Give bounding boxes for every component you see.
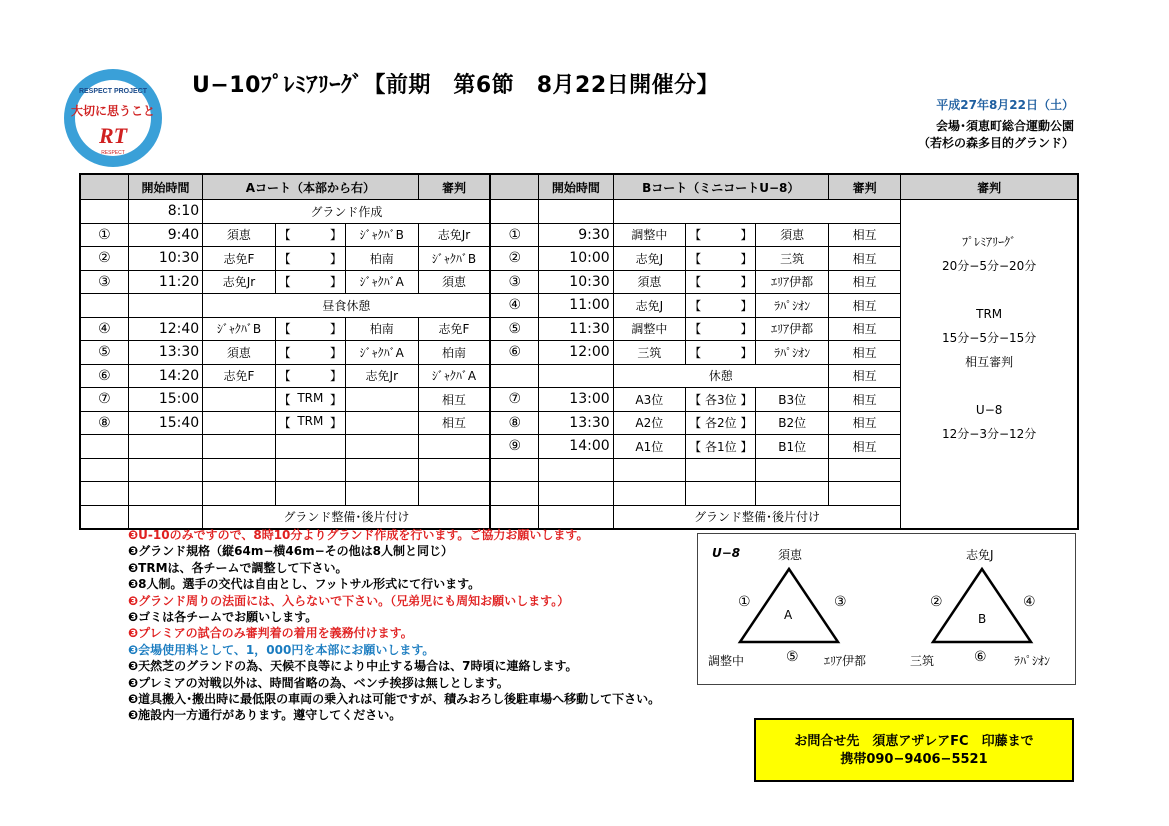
- b-team-1: A2位: [613, 411, 685, 435]
- b-match-no: [490, 505, 538, 529]
- a-match-no: [80, 200, 128, 224]
- a-team-1: [203, 388, 275, 412]
- b-match-no: ②: [490, 247, 538, 271]
- group-a-top-team: 須恵: [778, 548, 803, 562]
- a-span-label: 昼食休憩: [203, 294, 491, 318]
- b-referee: 相互: [828, 294, 900, 318]
- a-score: 【 TRM 】: [275, 388, 345, 412]
- format-note-line: U−8: [975, 403, 1003, 417]
- a-match-no: ④: [80, 317, 128, 341]
- a-team-2: ｼﾞｬｸﾊﾞB: [346, 223, 418, 247]
- b-score: 【 各2位 】: [686, 411, 756, 435]
- format-note-line: 15分−5分−15分: [942, 331, 1037, 345]
- header-blank-b: [490, 174, 538, 200]
- b-team-2: ﾗﾊﾟｼｵﾝ: [756, 341, 828, 365]
- page-title: U−10ﾌﾟﾚﾐｱﾘｰｸﾞ【前期 第6節 8月22日開催分】: [192, 73, 720, 98]
- note-item: ❸天然芝のグランドの為、天候不良等により中止する場合は、7時頃に連絡します。: [128, 659, 578, 674]
- b-match-no: [490, 458, 538, 482]
- a-start-time: [128, 294, 202, 318]
- a-referee: [418, 458, 490, 482]
- b-start-time: 10:00: [539, 247, 613, 271]
- a-referee: [418, 482, 490, 506]
- a-start-time: 15:40: [128, 411, 202, 435]
- a-score: 【 】: [275, 270, 345, 294]
- b-match-no: ①: [490, 223, 538, 247]
- b-match-no: [490, 364, 538, 388]
- b-score: 【 】: [686, 247, 756, 271]
- b-span-label: [613, 200, 901, 224]
- a-team-2: 志免Jr: [346, 364, 418, 388]
- table-row: [80, 200, 1078, 224]
- b-referee: 相互: [828, 247, 900, 271]
- b-match-no: [490, 482, 538, 506]
- note-item: ❸施設内一方通行があります。遵守してください。: [128, 708, 402, 723]
- a-start-time: 12:40: [128, 317, 202, 341]
- group-a-match-5: ⑤: [786, 649, 799, 665]
- a-score: 【 】: [275, 341, 345, 365]
- a-referee: 相互: [418, 388, 490, 412]
- group-a-triangle: [740, 569, 838, 642]
- a-referee: 志免F: [418, 317, 490, 341]
- a-match-no: [80, 435, 128, 459]
- a-span-label: グランド作成: [203, 200, 491, 224]
- group-b-match-4: ④: [1023, 594, 1036, 610]
- b-start-time: 11:00: [539, 294, 613, 318]
- format-notes: [901, 200, 1078, 530]
- a-team-1: 須恵: [203, 341, 275, 365]
- a-team-2: ｼﾞｬｸﾊﾞA: [346, 270, 418, 294]
- a-team-1: [203, 458, 275, 482]
- a-start-time: [128, 505, 202, 529]
- note-item: ❸U-10のみですので、8時10分よりグランド作成を行います。ご協力お願いします。: [128, 528, 589, 542]
- b-score: 【 】: [686, 294, 756, 318]
- format-note-line: 20分−5分−20分: [942, 259, 1037, 273]
- header-referee-a: 審判: [418, 174, 490, 200]
- a-score: 【 】: [275, 364, 345, 388]
- a-team-2: [346, 435, 418, 459]
- group-b-top-team: 志免J: [966, 548, 994, 562]
- a-start-time: 13:30: [128, 341, 202, 365]
- b-team-2: B2位: [756, 411, 828, 435]
- b-referee: 相互: [828, 341, 900, 365]
- a-team-1: 志免F: [203, 247, 275, 271]
- b-score: 【 各3位 】: [686, 388, 756, 412]
- b-team-1: 三筑: [613, 341, 685, 365]
- group-a-right-team: ｴﾘｱ伊都: [824, 654, 867, 668]
- b-team-1: [613, 458, 685, 482]
- a-referee: 志免Jr: [418, 223, 490, 247]
- u8-group-diagram: [697, 533, 1076, 685]
- a-start-time: [128, 482, 202, 506]
- format-note-line: 12分−3分−12分: [942, 427, 1037, 441]
- header-court-a: Aコート（本部から右）: [203, 174, 418, 200]
- venue-sub: （若杉の森多目的グランド）: [917, 136, 1074, 150]
- group-a-match-1: ①: [738, 594, 751, 610]
- format-note-line: ﾌﾟﾚﾐｱﾘｰｸﾞ: [962, 235, 1017, 249]
- b-referee: 相互: [828, 435, 900, 459]
- a-team-2: 柏南: [346, 247, 418, 271]
- a-start-time: [128, 435, 202, 459]
- b-referee: 相互: [828, 364, 900, 388]
- b-team-1: 須恵: [613, 270, 685, 294]
- b-team-1: 志免J: [613, 294, 685, 318]
- b-team-1: 調整中: [613, 223, 685, 247]
- contact-line-1: お問合せ先 須恵アザレアFC 印藤まで: [794, 734, 1034, 749]
- b-start-time: 14:00: [539, 435, 613, 459]
- a-match-no: [80, 458, 128, 482]
- a-match-no: ③: [80, 270, 128, 294]
- b-match-no: ⑤: [490, 317, 538, 341]
- group-b-match-2: ②: [930, 594, 943, 610]
- a-team-2: ｼﾞｬｸﾊﾞA: [346, 341, 418, 365]
- notes-list: [128, 527, 660, 724]
- a-start-time: 8:10: [128, 200, 202, 224]
- contact-box: [754, 718, 1074, 782]
- b-match-no: ⑥: [490, 341, 538, 365]
- group-a-letter: A: [784, 608, 793, 622]
- b-span-label: グランド整備･後片付け: [613, 505, 901, 529]
- b-team-2: ｴﾘｱ伊都: [756, 317, 828, 341]
- note-item: ❸プレミアの試合のみ審判着の着用を義務付けます。: [128, 626, 413, 641]
- b-start-time: [539, 482, 613, 506]
- b-referee: [828, 458, 900, 482]
- b-start-time: 9:30: [539, 223, 613, 247]
- a-team-1: 志免Jr: [203, 270, 275, 294]
- a-span-label: グランド整備･後片付け: [203, 505, 491, 529]
- logo-mid-text: 大切に思うこと: [70, 104, 156, 118]
- format-note-line: [904, 278, 1074, 302]
- note-item: ❸8人制。選手の交代は自由とし、フットサル形式にて行います。: [128, 577, 481, 592]
- a-start-time: 14:20: [128, 364, 202, 388]
- group-b-match-6: ⑥: [974, 649, 987, 665]
- b-team-2: B3位: [756, 388, 828, 412]
- a-referee: ｼﾞｬｸﾊﾞB: [418, 247, 490, 271]
- table-header-row: [80, 174, 1078, 200]
- b-score: 【 】: [686, 317, 756, 341]
- a-match-no: ⑦: [80, 388, 128, 412]
- b-team-2: 三筑: [756, 247, 828, 271]
- a-referee: ｼﾞｬｸﾊﾞA: [418, 364, 490, 388]
- a-score: [275, 482, 345, 506]
- a-match-no: [80, 505, 128, 529]
- a-match-no: [80, 294, 128, 318]
- a-match-no: ⑥: [80, 364, 128, 388]
- a-start-time: [128, 458, 202, 482]
- a-score: 【 】: [275, 223, 345, 247]
- b-span-label: 休憩: [613, 364, 828, 388]
- a-match-no: ①: [80, 223, 128, 247]
- b-team-1: A1位: [613, 435, 685, 459]
- b-team-1: 調整中: [613, 317, 685, 341]
- b-score: 【 各1位 】: [686, 435, 756, 459]
- a-team-1: ｼﾞｬｸﾊﾞB: [203, 317, 275, 341]
- u8-label: U−8: [712, 546, 741, 560]
- b-start-time: 10:30: [539, 270, 613, 294]
- header-referee-b: 審判: [828, 174, 900, 200]
- b-referee: [828, 482, 900, 506]
- header-blank-a: [80, 174, 128, 200]
- a-start-time: 15:00: [128, 388, 202, 412]
- a-start-time: 11:20: [128, 270, 202, 294]
- a-team-1: 志免F: [203, 364, 275, 388]
- a-team-1: 須恵: [203, 223, 275, 247]
- note-item: ❸TRMは、各チームで調整して下さい。: [128, 560, 348, 575]
- venue: 会場･須恵町総合運動公園: [935, 119, 1074, 133]
- a-score: 【 】: [275, 247, 345, 271]
- a-team-2: [346, 388, 418, 412]
- b-start-time: 11:30: [539, 317, 613, 341]
- header-start-time-b: 開始時間: [539, 174, 613, 200]
- b-score: 【 】: [686, 270, 756, 294]
- b-team-1: [613, 482, 685, 506]
- format-note-line: 相互審判: [965, 355, 1014, 369]
- a-score: [275, 458, 345, 482]
- contact-line-2: 携帯090−9406−5521: [840, 752, 988, 767]
- a-referee: 相互: [418, 411, 490, 435]
- a-score: 【 TRM 】: [275, 411, 345, 435]
- a-match-no: ⑧: [80, 411, 128, 435]
- group-a-left-team: 調整中: [708, 654, 745, 668]
- b-match-no: ③: [490, 270, 538, 294]
- b-start-time: 13:00: [539, 388, 613, 412]
- event-date: 平成27年8月22日（土）: [936, 98, 1074, 112]
- group-b-left-team: 三筑: [910, 654, 935, 668]
- b-score: 【 】: [686, 341, 756, 365]
- b-start-time: 13:30: [539, 411, 613, 435]
- b-match-no: ④: [490, 294, 538, 318]
- b-start-time: [539, 458, 613, 482]
- format-note-line: TRM: [976, 307, 1003, 321]
- a-referee: [418, 435, 490, 459]
- b-score: [686, 482, 756, 506]
- b-start-time: 12:00: [539, 341, 613, 365]
- a-referee: 須恵: [418, 270, 490, 294]
- b-match-no: [490, 200, 538, 224]
- b-start-time: [539, 505, 613, 529]
- b-team-2: ﾗﾊﾟｼｵﾝ: [756, 294, 828, 318]
- logo-top-text: RESPECT PROJECT: [78, 88, 148, 95]
- note-item: ❸グランド規格（縦64m−横46m−その他は8人制と同じ）: [128, 544, 454, 559]
- note-item: ❸会場使用料として、1，000円を本部にお願いします。: [128, 642, 435, 657]
- group-b-right-team: ﾗﾊﾟｼｵﾝ: [1014, 654, 1051, 668]
- b-score: 【 】: [686, 223, 756, 247]
- logo-letters: RT: [98, 123, 128, 148]
- header-referee-notes: 審判: [901, 174, 1078, 200]
- a-team-2: [346, 482, 418, 506]
- b-start-time: [539, 364, 613, 388]
- a-team-2: [346, 458, 418, 482]
- a-score: [275, 435, 345, 459]
- a-match-no: [80, 482, 128, 506]
- b-team-2: 須恵: [756, 223, 828, 247]
- b-referee: 相互: [828, 388, 900, 412]
- a-referee: 柏南: [418, 341, 490, 365]
- b-match-no: ⑨: [490, 435, 538, 459]
- group-b-letter: B: [978, 612, 987, 626]
- a-start-time: 9:40: [128, 223, 202, 247]
- b-referee: 相互: [828, 411, 900, 435]
- a-start-time: 10:30: [128, 247, 202, 271]
- b-team-2: B1位: [756, 435, 828, 459]
- a-score: 【 】: [275, 317, 345, 341]
- a-team-1: [203, 411, 275, 435]
- note-item: ❸ゴミは各チームでお願いします。: [128, 610, 318, 625]
- b-team-1: 志免J: [613, 247, 685, 271]
- b-team-2: [756, 458, 828, 482]
- logo-bottom-text: RESPECT: [101, 150, 125, 156]
- a-match-no: ②: [80, 247, 128, 271]
- a-match-no: ⑤: [80, 341, 128, 365]
- b-team-2: ｴﾘｱ伊都: [756, 270, 828, 294]
- a-team-1: [203, 482, 275, 506]
- group-b-triangle: [933, 569, 1031, 642]
- b-score: [686, 458, 756, 482]
- header-start-time-a: 開始時間: [128, 174, 202, 200]
- b-team-2: [756, 482, 828, 506]
- respect-project-logo: [63, 68, 163, 168]
- a-team-2: [346, 411, 418, 435]
- b-match-no: ⑦: [490, 388, 538, 412]
- a-team-2: 柏南: [346, 317, 418, 341]
- b-team-1: A3位: [613, 388, 685, 412]
- a-team-1: [203, 435, 275, 459]
- note-item: ❸道具搬入･搬出時に最低限の車両の乗入れは可能ですが、積みおろし後駐車場へ移動して下さい。: [128, 692, 661, 707]
- header-court-b: Bコート（ミニコートU−8）: [613, 174, 828, 200]
- b-match-no: ⑧: [490, 411, 538, 435]
- note-item: ❸プレミアの対戦以外は、時間省略の為、ベンチ挨拶は無しとします。: [128, 675, 509, 690]
- schedule-table: [79, 173, 1079, 530]
- b-referee: 相互: [828, 270, 900, 294]
- group-a-match-3: ③: [834, 594, 847, 610]
- b-referee: 相互: [828, 223, 900, 247]
- b-referee: 相互: [828, 317, 900, 341]
- note-item: ❸グランド周りの法面には、入らないで下さい。（兄弟児にも周知お願いします。）: [128, 593, 570, 608]
- format-note-line: [904, 374, 1074, 398]
- b-start-time: [539, 200, 613, 224]
